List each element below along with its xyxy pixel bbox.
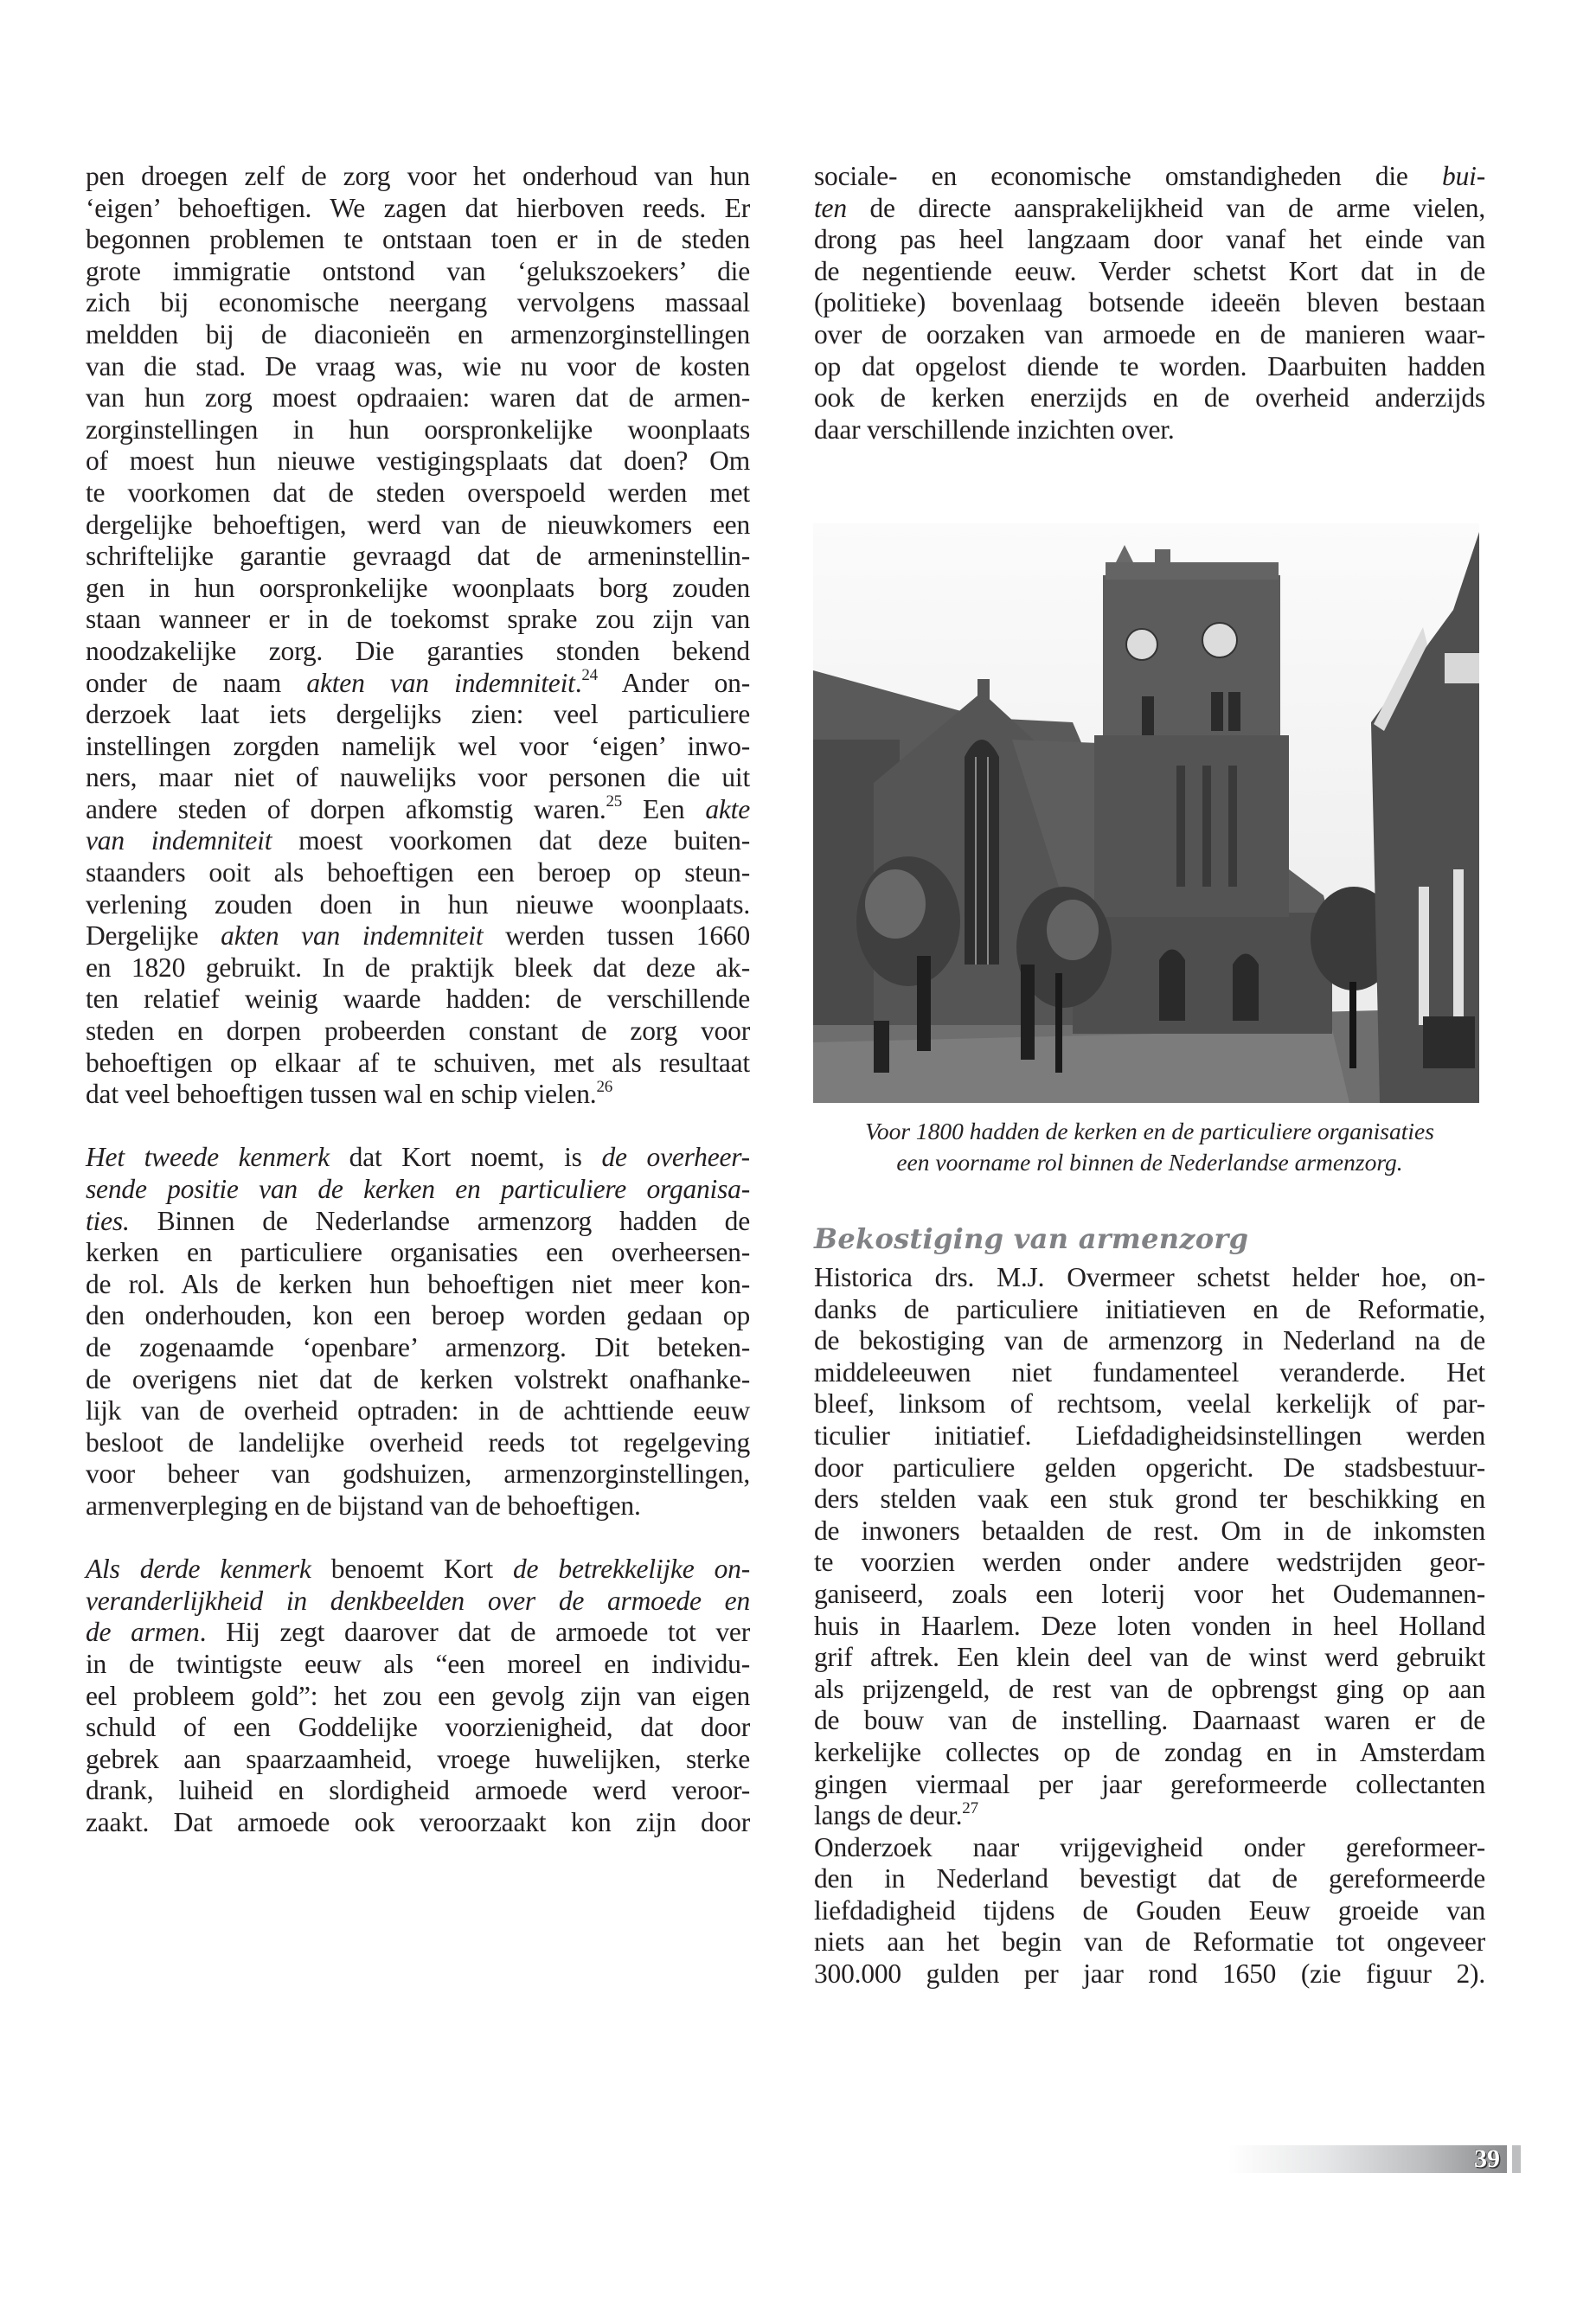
caption-line: Voor 1800 hadden de kerken en de particuliere organisaties — [865, 1118, 1434, 1144]
text: derzoek laat iets dergelijks zien: veel particuliere — [86, 699, 750, 730]
text-line — [86, 1554, 750, 1586]
text-line — [814, 1705, 1485, 1737]
text-line — [814, 1800, 1485, 1832]
text-line — [814, 1769, 1485, 1801]
text-line — [86, 510, 750, 542]
text: Ander on- — [597, 667, 750, 698]
text: drong pas heel langzaam door vanaf het einde van — [814, 224, 1485, 255]
text-line — [814, 351, 1485, 383]
text-line — [86, 256, 750, 288]
text-line — [814, 287, 1485, 319]
text-line — [86, 699, 750, 731]
text-line — [814, 1611, 1485, 1643]
text-line — [814, 1926, 1485, 1958]
text: steden en dorpen probeerden constant de zorg voor — [86, 1016, 750, 1047]
text: den in Nederland bevestigt dat de gereformeerde — [814, 1863, 1485, 1894]
text-line — [814, 1958, 1485, 1990]
text-line — [86, 1617, 750, 1649]
caption-line: een voorname rol binnen de Nederlandse armenzorg. — [896, 1149, 1403, 1176]
text: Binnen de Nederlandse armenzorg hadden de — [129, 1205, 750, 1236]
text: of moest hun nieuwe vestigingsplaats dat doen? Om — [86, 445, 750, 477]
text-line — [814, 1420, 1485, 1452]
text: zaakt. Dat armoede ook veroorzaakt kon zijn door — [86, 1806, 750, 1837]
text: den onderhouden, kon een beroep worden gedaan op — [86, 1300, 750, 1331]
text: dat veel behoeftigen tussen wal en schip vielen. — [86, 1079, 597, 1110]
text-line — [86, 319, 750, 351]
text-line — [86, 889, 750, 921]
text: Historica drs. M.J. Overmeer schetst helder hoe, on- — [814, 1262, 1485, 1292]
text-line — [86, 573, 750, 605]
text-line — [814, 193, 1485, 225]
text: huis in Haarlem. Deze loten vonden in heel Holland — [814, 1610, 1485, 1641]
text-line — [86, 445, 750, 478]
text-line — [86, 1586, 750, 1618]
text: verlening zouden doen in hun nieuwe woonplaats. — [86, 888, 750, 920]
paragraph-intro-continued — [814, 161, 1485, 445]
text: onder de naam — [86, 667, 307, 698]
text-line — [86, 1427, 750, 1459]
italic-text: akten van indemniteit — [306, 667, 575, 698]
text-line — [814, 1357, 1485, 1389]
text: Onderzoek naar vrijgevigheid onder gereformeer- — [814, 1831, 1485, 1862]
text: op dat opgelost diende te worden. Daarbuiten hadden — [814, 350, 1485, 381]
italic-text: Als derde kenmerk — [86, 1554, 311, 1585]
text-line — [86, 1395, 750, 1427]
page-edge-tab — [1512, 2145, 1521, 2173]
text-line — [86, 984, 750, 1016]
text: dat Kort noemt, is — [329, 1142, 602, 1173]
text-line — [86, 636, 750, 668]
right-column-section — [814, 1262, 1485, 1990]
text: gebrek aan spaarzaamheid, vroege huwelijken, sterke — [86, 1743, 750, 1774]
text-line — [814, 1452, 1485, 1484]
text-line — [86, 1174, 750, 1206]
text-line — [814, 1388, 1485, 1420]
italic-text: ten — [814, 192, 847, 223]
italic-text: Het tweede kenmerk — [86, 1142, 330, 1173]
text: gen in hun oorspronkelijke woonplaats borg zouden — [86, 572, 750, 603]
paragraph-vrijgevigheid — [814, 1832, 1485, 1990]
paragraph-tweede-kenmerk — [86, 1142, 750, 1522]
text: van die stad. De vraag was, wie nu voor de kosten — [86, 350, 750, 381]
paragraph-derde-kenmerk — [86, 1554, 750, 1838]
text: . Hij zegt daarover dat de armoede tot ver — [199, 1617, 750, 1648]
text: danks de particuliere initiatieven en de Reformatie, — [814, 1293, 1485, 1324]
text-line — [814, 1294, 1485, 1326]
text: (politieke) bovenlaag botsende ideeën bleven bestaan — [814, 287, 1485, 318]
text-line — [814, 1737, 1485, 1769]
text-line — [86, 1206, 750, 1238]
text: ten relatief weinig waarde hadden: de verschillende — [86, 984, 750, 1015]
text: in de twintigste eeuw als “een moreel en individu- — [86, 1648, 750, 1679]
text-line — [814, 1642, 1485, 1674]
text: schuld of een Goddelijke voorzienigheid, dat door — [86, 1712, 750, 1743]
text-line — [86, 952, 750, 984]
text: kerken en particuliere organisaties een overheersen- — [86, 1237, 750, 1268]
text: ‘eigen’ behoeftigen. We zagen dat hierboven reeds. Er — [86, 192, 750, 223]
text: pen droegen zelf de zorg voor het onderhoud van hun — [86, 161, 750, 191]
text-line — [86, 1712, 750, 1744]
text-line — [86, 1237, 750, 1269]
paragraph-akten-van-indemniteit — [86, 161, 750, 1111]
text: werden tussen 1660 — [483, 920, 751, 952]
left-column — [86, 161, 750, 1838]
text-line — [86, 1775, 750, 1807]
page-number: 39 — [1474, 2144, 1500, 2173]
text-line — [814, 382, 1485, 414]
text: liefdadigheid tijdens de Gouden Eeuw groeide van — [814, 1894, 1485, 1926]
text-line — [814, 1863, 1485, 1895]
text: te voorkomen dat de steden overspoeld werden met — [86, 477, 750, 508]
text: niets aan het begin van de Reformatie tot ongeveer — [814, 1926, 1485, 1958]
text-line — [86, 668, 750, 700]
text-line — [814, 161, 1485, 193]
text-line — [814, 1484, 1485, 1516]
text: de rol. Als de kerken hun behoeftigen niet meer kon- — [86, 1268, 750, 1299]
text: de inwoners betaalden de rest. Om in de inkomsten — [814, 1515, 1485, 1546]
text: ook de kerken enerzijds en de overheid anderzijds — [814, 382, 1485, 413]
text-line — [814, 1832, 1485, 1864]
text-line — [86, 193, 750, 225]
text: begonnen problemen te ontstaan toen er in de steden — [86, 224, 750, 255]
text-line — [86, 1364, 750, 1396]
text: grif aftrek. Een klein deel van de winst werd gebruikt — [814, 1642, 1485, 1673]
text-line — [814, 224, 1485, 256]
text: ners, maar niet of nauwelijks voor personen die uit — [86, 762, 750, 793]
text: te voorzien werden onder andere wedstrijden geor- — [814, 1547, 1485, 1578]
text-line — [86, 1048, 750, 1080]
text-line — [86, 1807, 750, 1839]
text: de bouw van de instelling. Daarnaast waren er de — [814, 1705, 1485, 1736]
text: middeleeuwen niet fundamenteel veranderde. Het — [814, 1356, 1485, 1388]
right-column-intro — [814, 161, 1485, 445]
section-heading: Bekostiging van armenzorg — [814, 1222, 1249, 1255]
text: de bekostiging van de armenzorg in Nederland na de — [814, 1325, 1485, 1356]
text-line — [86, 541, 750, 573]
text: benoemt Kort — [311, 1554, 513, 1585]
italic-text: akten van indemniteit — [221, 920, 484, 952]
text: de directe aansprakelijkheid van de arme vielen, — [846, 192, 1485, 223]
paragraph-gap — [86, 1111, 750, 1143]
text: moest voorkomen dat deze buiten- — [272, 825, 750, 856]
text: langs de deur. — [814, 1800, 963, 1831]
text-line — [814, 1262, 1485, 1294]
text-line — [86, 1744, 750, 1776]
text: ticulier initiatief. Liefdadigheidsinstellingen werden — [814, 1420, 1485, 1451]
church-photo — [813, 523, 1479, 1103]
text-line — [86, 1649, 750, 1681]
text: sociale- en economische omstandigheden die — [814, 161, 1443, 191]
text: 300.000 gulden per jaar rond 1650 (zie figuur 2). — [814, 1958, 1485, 1990]
text: de overigens niet dat de kerken volstrekt onafhanke- — [86, 1363, 750, 1394]
text: grote immigratie ontstond van ‘gelukszoekers’ die — [86, 255, 750, 286]
text-line — [86, 1016, 750, 1048]
text-line — [86, 762, 750, 794]
footnote-ref: 25 — [606, 792, 623, 811]
text: schriftelijke garantie gevraagd dat de armeninstellin- — [86, 541, 750, 572]
text: door particuliere gelden opgericht. De stadsbestuur- — [814, 1452, 1485, 1483]
text: staanders ooit als behoeftigen een beroep op steun- — [86, 857, 750, 888]
text-line — [86, 414, 750, 446]
text: zich bij economische neergang vervolgens massaal — [86, 287, 750, 318]
page-number-bar — [1228, 2145, 1507, 2173]
text: over de oorzaken van armoede en de manieren waar- — [814, 318, 1485, 349]
italic-text: van indemniteit — [86, 825, 272, 856]
text-line — [86, 161, 750, 193]
text-line — [814, 1325, 1485, 1357]
text-line — [86, 920, 750, 952]
footnote-ref: 24 — [581, 666, 598, 684]
text: behoeftigen op elkaar af te schuiven, met als resultaat — [86, 1047, 750, 1078]
footnote-ref: 27 — [962, 1798, 978, 1817]
text: instellingen zorgden namelijk wel voor ‘eigen’ inwo- — [86, 730, 750, 761]
text-line — [814, 1516, 1485, 1548]
photo-caption — [814, 1116, 1485, 1178]
text: Dergelijke — [86, 920, 221, 952]
text: lijk van de overheid optraden: in de achttiende eeuw — [86, 1395, 750, 1426]
text-line — [86, 1142, 750, 1174]
text: eel probleem gold”: het zou een gevolg zijn van eigen — [86, 1680, 750, 1711]
paragraph-gap — [86, 1522, 750, 1554]
text: besloot de landelijke overheid reeds tot regelgeving — [86, 1426, 750, 1458]
church-photo-illustration — [813, 523, 1479, 1103]
text-line — [86, 351, 750, 383]
italic-text: de overheer- — [601, 1142, 750, 1173]
text-line — [86, 478, 750, 510]
text: dergelijke behoeftigen, werd van de nieuwkomers een — [86, 509, 750, 540]
text-line — [86, 1300, 750, 1332]
text: kerkelijke collectes op de zondag en in Amsterdam — [814, 1736, 1485, 1767]
text-line — [86, 1458, 750, 1490]
text: van hun zorg moest opdraaien: waren dat de armen- — [86, 382, 750, 413]
italic-text: de armen — [86, 1617, 200, 1648]
text-line — [86, 1681, 750, 1713]
italic-text: bui- — [1442, 161, 1485, 191]
text-line — [86, 604, 750, 636]
italic-text: de betrekkelijke on- — [512, 1554, 751, 1585]
text: ders stelden vaak een stuk grond ter beschikking en — [814, 1484, 1485, 1515]
text: . — [574, 667, 582, 698]
paragraph-bekostiging — [814, 1262, 1485, 1832]
text-line — [86, 1079, 750, 1111]
text: als prijzengeld, de rest van de opbrengst ging op aan — [814, 1673, 1485, 1704]
text: meldden bij de diaconieën en armenzorginstellingen — [86, 318, 750, 349]
text: zorginstellingen in hun oorspronkelijke woonplaats — [86, 413, 750, 445]
text-line — [86, 1269, 750, 1301]
text-line — [86, 857, 750, 889]
italic-text: sende positie van de kerken en particuliere organisa- — [86, 1174, 750, 1204]
text: bleef, linksom of rechtsom, veelal kerkelijk of par- — [814, 1388, 1485, 1420]
text-line — [814, 1579, 1485, 1611]
text-line — [86, 224, 750, 256]
text: Een — [622, 793, 706, 824]
text-line — [86, 825, 750, 857]
text: gingen viermaal per jaar gereformeerde collectanten — [814, 1768, 1485, 1799]
text-line — [814, 1674, 1485, 1706]
text: de negentiende eeuw. Verder schetst Kort dat in de — [814, 255, 1485, 286]
italic-text: akte — [705, 793, 750, 824]
text: drank, luiheid en slordigheid armoede werd veroor- — [86, 1775, 750, 1806]
footnote-ref: 26 — [596, 1077, 613, 1096]
text: noodzakelijke zorg. Die garanties stonden bekend — [86, 635, 750, 666]
text-line — [86, 1332, 750, 1364]
text-line — [86, 382, 750, 414]
text: andere steden of dorpen afkomstig waren. — [86, 793, 606, 824]
text-line — [86, 794, 750, 826]
text: staan wanneer er in de toekomst sprake zou zijn van — [86, 604, 750, 635]
text-line — [86, 731, 750, 763]
text: ganiseerd, zoals een loterij voor het Oudemannen- — [814, 1578, 1485, 1609]
text-line — [86, 287, 750, 319]
italic-text: veranderlijkheid in denkbeelden over de armoede en — [86, 1585, 750, 1616]
text: en 1820 gebruikt. In de praktijk bleek dat deze ak- — [86, 952, 750, 983]
text-line — [86, 1490, 750, 1522]
text-line — [814, 414, 1485, 446]
text-line — [814, 256, 1485, 288]
text-line — [814, 1895, 1485, 1927]
text-line — [814, 1547, 1485, 1579]
text: voor beheer van godshuizen, armenzorginstellingen, — [86, 1458, 750, 1490]
text: de zogenaamde ‘openbare’ armenzorg. Dit beteken- — [86, 1331, 750, 1362]
text: armenverpleging en de bijstand van de behoeftigen. — [86, 1490, 641, 1521]
text-line — [814, 319, 1485, 351]
italic-text: ties. — [86, 1205, 130, 1236]
text: daar verschillende inzichten over. — [814, 413, 1175, 445]
